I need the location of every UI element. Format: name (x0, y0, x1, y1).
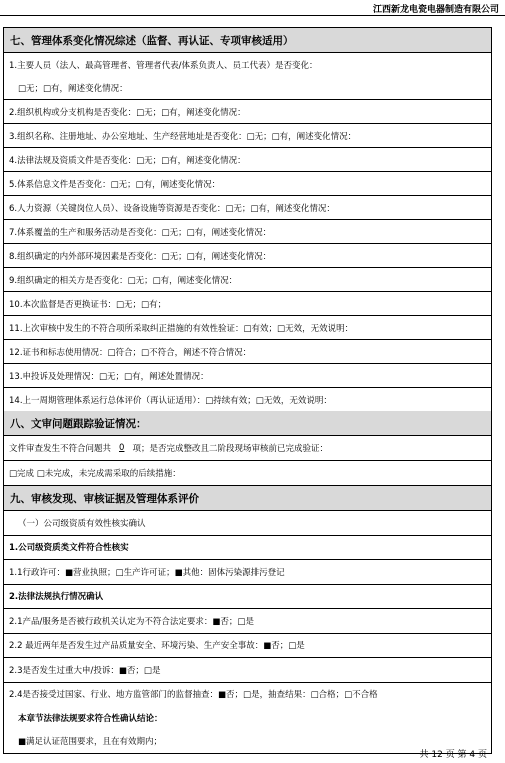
section9-item: 1.1行政许可：■营业执照；□生产许可证；■其他：固体污染源排污登记 (4, 560, 491, 585)
section7-item: 12.证书和标志使用情况：□符合；□不符合，阐述不符合情况： (4, 340, 491, 364)
section7-item: 6.人力资源（关键岗位人员）、设备设施等资源是否变化：□无；□有，阐述变化情况： (4, 196, 491, 220)
section7-item: □无；□有，阐述变化情况： (4, 76, 491, 100)
section9-item: 本章节法律法规要求符合性确认结论： (18, 713, 163, 724)
section7-title: 七、管理体系变化情况综述（监督、再认证、专项审核适用） (4, 28, 491, 53)
section7-item: 5.体系信息文件是否变化：□无；□有，阐述变化情况： (4, 172, 491, 196)
section9-item: 1.公司级资质类文件符合性核实 (4, 536, 491, 561)
section9-item: 2.1产品/服务是否被行政机关认定为不符合法定要求：■否；□是 (4, 609, 491, 634)
section8-line1-suffix: 项；是否完成整改且二阶段现场审核前已完成验证： (132, 444, 328, 454)
section8-title: 八、文审问题跟踪验证情况： (4, 411, 491, 436)
section7-item: 2.组织机构或分支机构是否变化：□无；□有，阐述变化情况： (4, 100, 491, 124)
section8-line2: □完成 □未完成，未完成需采取的后续措施： (4, 461, 491, 486)
section7-item: 4.法律法规及资质文件是否变化：□无；□有，阐述变化情况： (4, 148, 491, 172)
company-name: 江西新龙电瓷电器制造有限公司 (372, 5, 499, 15)
section9-body (4, 511, 491, 753)
section9-item: 2.法律法规执行情况确认 (4, 585, 491, 610)
section7-item: 10.本次监督是否更换证书：□无；□有； (4, 292, 491, 316)
section7-item: 7.体系覆盖的生产和服务活动是否变化：□无；□有，阐述变化情况： (4, 220, 491, 244)
form-table (3, 27, 492, 754)
section7-item: 13.申投诉及处理情况：□无；□有，阐述处置情况： (4, 364, 491, 388)
section8-line1-prefix: 文件审查发生不符合问题共 (9, 444, 112, 454)
header-rule (0, 15, 505, 16)
section9-item: 2.4是否接受过国家、行业、地方监管部门的监督抽查：■否；□是，抽查结果：□合格；□不合格 (9, 690, 378, 701)
section9-item: ■满足认证范围要求，且在有效期内； (18, 737, 163, 748)
section7-item: 11.上次审核中发生的不符合项所采取纠正措施的有效性验证：□有效；□无效，无效说明： (4, 316, 491, 340)
section7-body (4, 53, 491, 411)
section9-item: 2.2 最近两年是否发生过产品质量安全、环境污染、生产安全事故：■否；□是 (4, 634, 491, 659)
section7-item: 3.组织名称、注册地址、办公室地址、生产经营地址是否变化：□无；□有，阐述变化情况： (4, 124, 491, 148)
section8-count: 0 (119, 443, 125, 453)
section7-item: 1.主要人员（法人、最高管理者、管理者代表/体系负责人、员工代表）是否变化： (9, 60, 318, 71)
section7-item: 8.组织确定的内外部环境因素是否变化：□无；□有，阐述变化情况： (4, 244, 491, 268)
section9-item: （一）公司级资质有效性核实确认 (4, 511, 491, 536)
section9-title: 九、审核发现、审核证据及管理体系评价 (4, 486, 491, 511)
section7-item: 14.上一周期管理体系运行总体评价（再认证适用）：□持续有效；□无效，无效说明： (9, 395, 332, 406)
page-footer: 共 12 页 第 4 页 (419, 750, 487, 760)
section8-line1 (4, 436, 491, 461)
section9-item: 2.3是否发生过重大申/投诉：■否；□是 (4, 658, 491, 683)
section7-item: 9.组织确定的相关方是否变化：□无；□有，阐述变化情况： (4, 268, 491, 292)
